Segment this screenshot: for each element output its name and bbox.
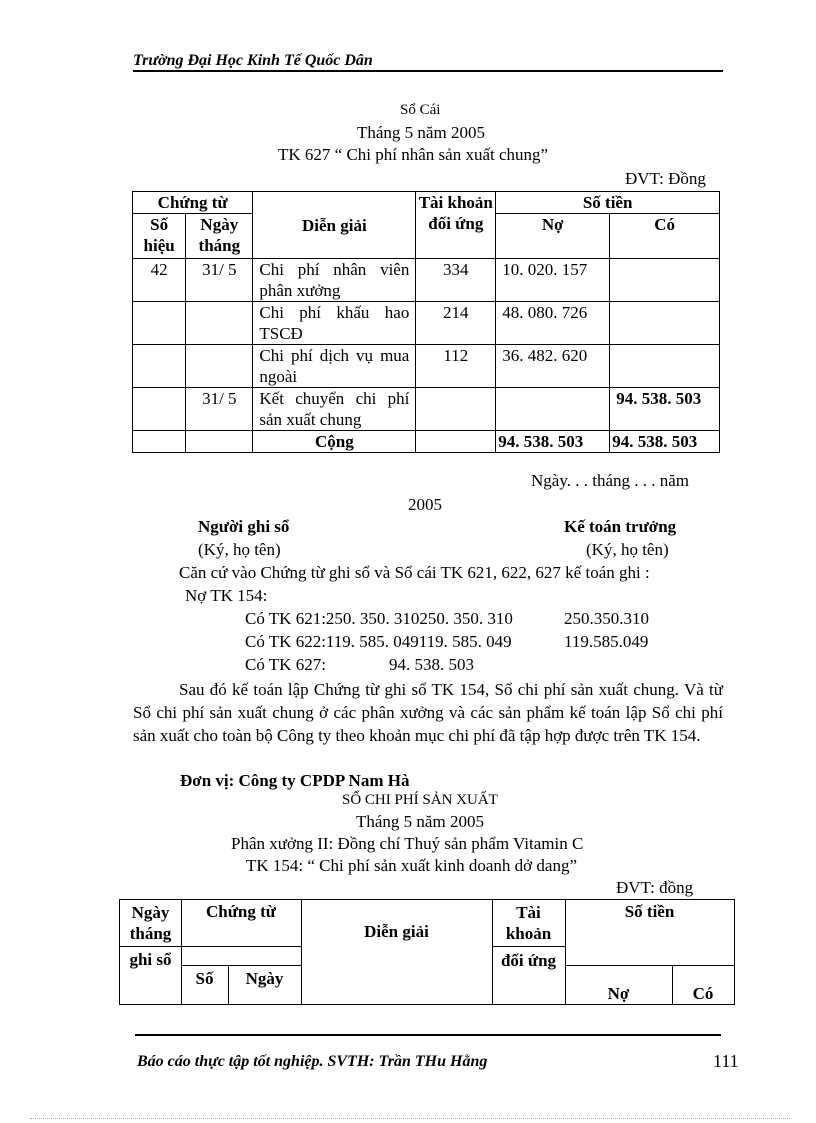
- bottom-dotted-border: [30, 1118, 790, 1119]
- total-credit: 94. 538. 503: [610, 431, 720, 453]
- cell-date: 31/ 5: [186, 259, 253, 302]
- signer-right-sub: (Ký, họ tên): [586, 540, 669, 559]
- date-line: Ngày. . . tháng . . . năm: [531, 471, 690, 490]
- body-paragraph-2: Sau đó kế toán lập Chứng từ ghi sổ TK 154, Sổ chi phí sản xuất chung. Và từ Sổ chi phí sản xuất chung ở các phân xưởng và các sản phẩm kế toán lập Sổ chi phí sản xuất cho toàn bộ Công ty theo khoản mục chi phí đã tập hợp được trên TK 154.: [133, 680, 723, 745]
- header-amount: Số tiền: [496, 192, 720, 214]
- total-row: [133, 431, 720, 453]
- header-desc: Diễn giải: [364, 922, 429, 941]
- cell-contra: 112: [416, 345, 496, 388]
- table-row: [133, 302, 720, 345]
- header-record-date-2: ghi sổ: [129, 950, 172, 969]
- ledger2-unit: ĐVT: đồng: [616, 878, 694, 897]
- ledger1-month: Tháng 5 năm 2005: [357, 123, 485, 142]
- date-year: 2005: [408, 495, 442, 514]
- cell-date: [186, 345, 253, 388]
- footer-rule: [135, 1034, 721, 1036]
- cell-contra: [416, 388, 496, 431]
- total-debit: 94. 538. 503: [496, 431, 610, 453]
- credit-line-label: Có TK 627:: [245, 655, 326, 674]
- header-rule: [133, 70, 723, 72]
- credit-line-label: Có TK 621:250. 350. 310250. 350. 310: [245, 609, 513, 628]
- header-debit: Nợ: [496, 214, 610, 259]
- header-date: Ngày: [245, 969, 284, 988]
- credit-line-value: 94. 538. 503: [389, 655, 474, 674]
- header-contra-2: đối ứng: [500, 951, 557, 970]
- total-label: Cộng: [253, 431, 416, 453]
- ledger1-unit: ĐVT: Đồng: [625, 169, 706, 188]
- header-date: Ngày tháng: [186, 214, 253, 259]
- header-number: Số hiệu: [133, 214, 186, 259]
- footer-text: Báo cáo thực tập tốt nghiệp. SVTH: Trần THu Hằng: [137, 1053, 488, 1070]
- ledger2-table: [119, 899, 735, 1005]
- signer-left-title: Người ghi sổ: [198, 517, 290, 536]
- header-desc: Diễn giải: [253, 192, 416, 259]
- cell-empty: [133, 431, 186, 453]
- table-row: [133, 345, 720, 388]
- header-voucher: Chứng từ: [133, 192, 253, 214]
- cell-debit: 48. 080. 726: [496, 302, 610, 345]
- ledger1-title: Sổ Cái: [400, 102, 441, 118]
- ledger1-account: TK 627 “ Chi phí nhân sản xuất chung”: [278, 145, 549, 164]
- header-debit: Nợ: [607, 984, 630, 1003]
- cell-debit: [496, 388, 610, 431]
- cell-desc: Chi phí khấu hao TSCĐ: [253, 302, 416, 345]
- cell-empty: [416, 431, 496, 453]
- page-number: 111: [713, 1051, 739, 1071]
- cell-credit: [610, 259, 720, 302]
- cell-number: [133, 345, 186, 388]
- cell-debit: 10. 020. 157: [496, 259, 610, 302]
- cell-credit: 94. 538. 503: [610, 388, 720, 431]
- debit-line: Nợ TK 154:: [185, 586, 268, 605]
- cell-debit: 36. 482. 620: [496, 345, 610, 388]
- header-voucher: Chứng từ: [205, 902, 276, 921]
- signer-left-sub: (Ký, họ tên): [198, 540, 281, 559]
- cell-number: [133, 302, 186, 345]
- cell-number: [133, 388, 186, 431]
- body-paragraph-1: Căn cứ vào Chứng từ ghi sổ và Sổ cái TK 621, 622, 627 kế toán ghi :: [179, 563, 650, 582]
- header-credit: Có: [610, 214, 720, 259]
- header-contra: Tài khoản đối ứng: [416, 192, 496, 259]
- cell-credit: [610, 345, 720, 388]
- cell-desc: Chi phí nhân viên phân xưởng: [253, 259, 416, 302]
- cell-contra: 214: [416, 302, 496, 345]
- header-amount: Số tiền: [624, 902, 675, 921]
- credit-line-value: 119.585.049: [564, 632, 649, 651]
- cell-credit: [610, 302, 720, 345]
- credit-line-label: Có TK 622:119. 585. 049119. 585. 049: [245, 632, 512, 651]
- ledger2-title: SỔ CHI PHÍ SẢN XUẤT: [342, 792, 498, 808]
- header-record-date: Ngày tháng: [129, 903, 172, 943]
- cell-empty: [186, 431, 253, 453]
- cell-number: 42: [133, 259, 186, 302]
- cell-date: 31/ 5: [186, 388, 253, 431]
- header-title: Trường Đại Học Kinh Tế Quốc Dân: [133, 52, 373, 69]
- cell-contra: 334: [416, 259, 496, 302]
- table-row: [133, 388, 720, 431]
- header-credit: Có: [692, 984, 714, 1003]
- ledger2-account: TK 154: “ Chi phí sản xuất kinh doanh dở dang”: [246, 856, 577, 875]
- ledger2-workshop: Phân xưởng II: Đồng chí Thuý sản phẩm Vitamin C: [231, 834, 584, 853]
- header-number: Số: [195, 969, 214, 988]
- signer-right-title: Kế toán trưởng: [564, 517, 677, 536]
- ledger1-table: [132, 191, 720, 453]
- header-contra: Tài khoản: [505, 903, 552, 943]
- ledger2-month: Tháng 5 năm 2005: [356, 812, 484, 831]
- cell-desc: Chi phí dịch vụ mua ngoài: [253, 345, 416, 388]
- table-row: [133, 259, 720, 302]
- company-line: Đơn vị: Công ty CPDP Nam Hà: [180, 771, 410, 790]
- cell-date: [186, 302, 253, 345]
- credit-line-value: 250.350.310: [564, 609, 649, 628]
- cell-desc: Kết chuyển chi phí sản xuất chung: [253, 388, 416, 431]
